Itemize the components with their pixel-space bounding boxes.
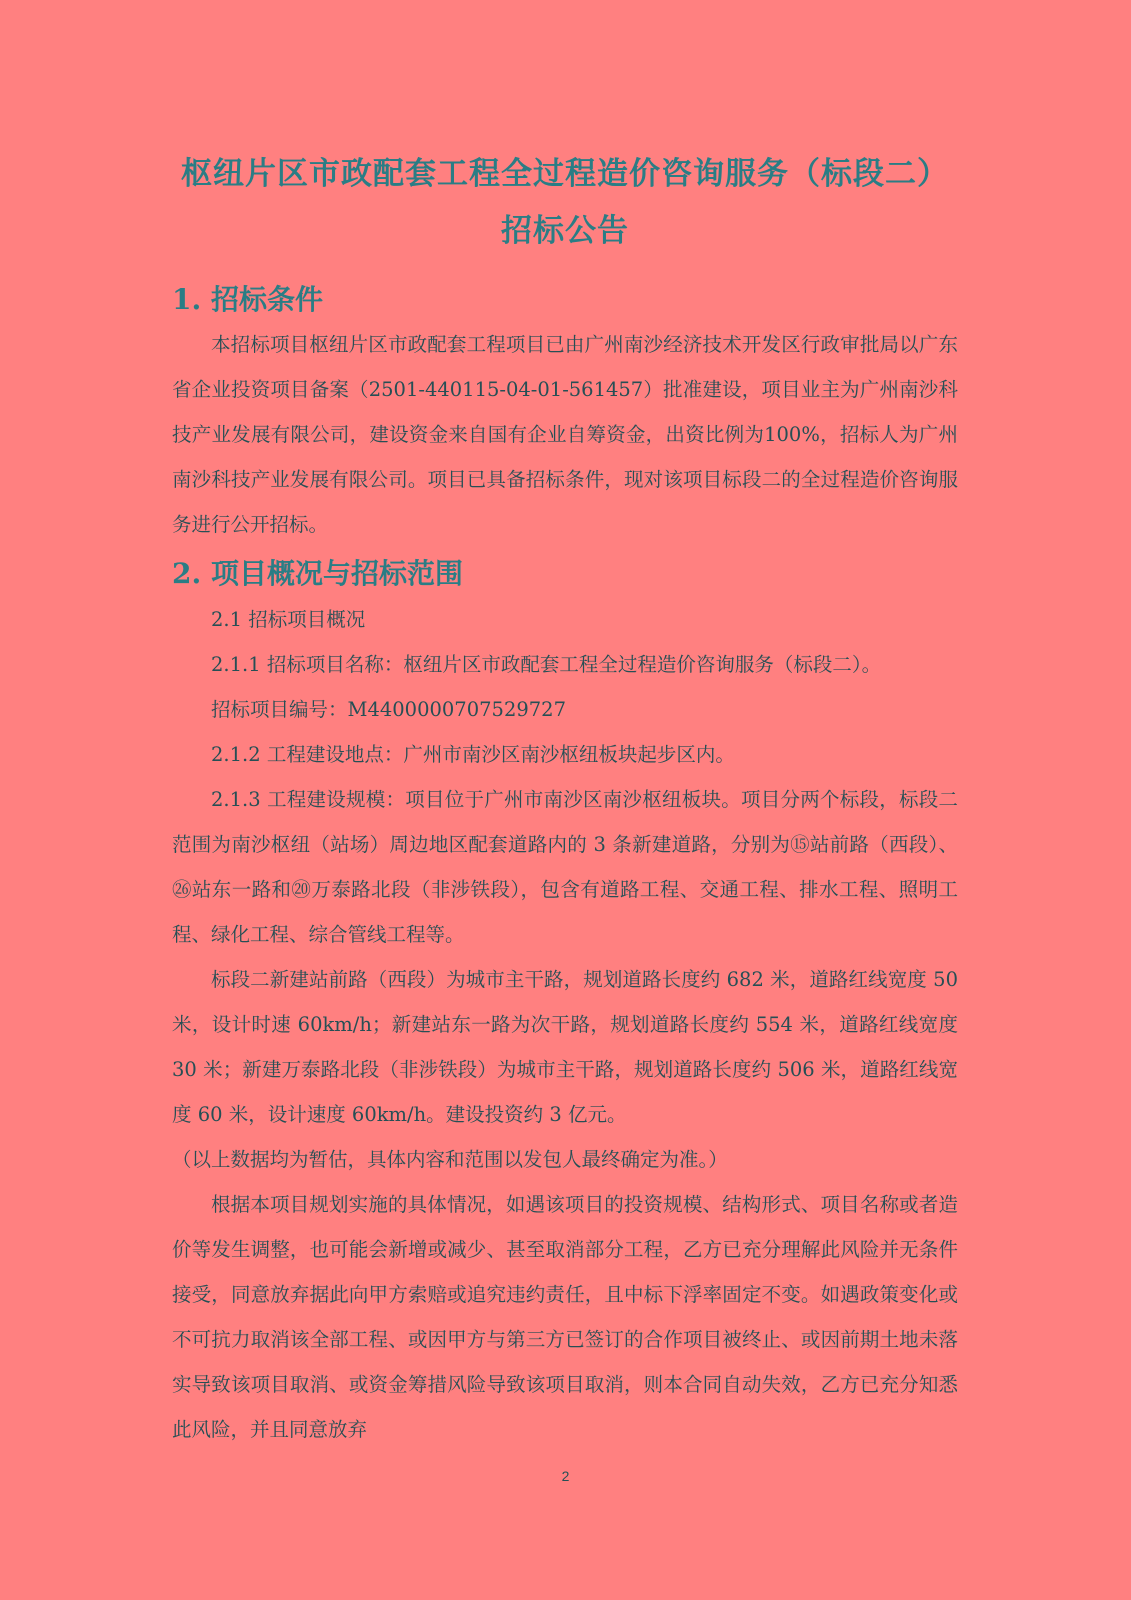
estimate-note: （以上数据均为暂估，具体内容和范围以发包人最终确定为准。） [172, 1148, 728, 1171]
document-title-line2: 招标公告 [501, 213, 629, 249]
section-heading-1: 1. 招标条件 [172, 283, 323, 316]
road-details-paragraph: 标段二新建站前路（西段）为城市主干路，规划道路长度约 682 米，道路红线宽度 50 米，设计时速 60km/h；新建站东一路为次干路，规划道路长度约 554 米，道路红线宽度 30 米；新建万泰路北段（非涉铁段）为城市主干路，规划道路长度约 506 米，道路红线宽度 60 米，设计速度 60km/h。建设投资约 3 亿元。 [172, 968, 958, 1126]
project-scale-paragraph: 2.1.3 工程建设规模：项目位于广州市南沙区南沙枢纽板块。项目分两个标段，标段二范围为南沙枢纽（站场）周边地区配套道路内的 3 条新建道路，分别为⑮站前路（西段）、㉖站东一路和⑳万泰路北段（非涉铁段），包含有道路工程、交通工程、排水工程、照明工程、绿化工程、综合管线工程等。 [172, 788, 958, 946]
subsection-2-1: 2.1 招标项目概况 [211, 608, 366, 631]
section-2-body [172, 597, 958, 1452]
project-name-line: 2.1.1 招标项目名称：枢纽片区市政配套工程全过程造价咨询服务（标段二）。 [211, 653, 882, 676]
project-number-line: 招标项目编号：M4400000707529727 [211, 698, 566, 721]
section-1-paragraph: 本招标项目枢纽片区市政配套工程项目已由广州南沙经济技术开发区行政审批局以广东省企业投资项目备案（2501-440115-04-01-561457）批准建设，项目业主为广州南沙科技产业发展有限公司，建设资金来自国有企业自筹资金，出资比例为100%，招标人为广州南沙科技产业发展有限公司。项目已具备招标条件，现对该项目标段二的全过程造价咨询服务进行公开招标。 [172, 333, 958, 536]
risk-paragraph: 根据本项目规划实施的具体情况，如遇该项目的投资规模、结构形式、项目名称或者造价等发生调整，也可能会新增或减少、甚至取消部分工程，乙方已充分理解此风险并无条件接受，同意放弃据此向甲方索赔或追究违约责任，且中标下浮率固定不变。如遇政策变化或不可抗力取消该全部工程、或因甲方与第三方已签订的合作项目被终止、或因前期土地未落实导致该项目取消、或资金筹措风险导致该项目取消，则本合同自动失效，乙方已充分知悉此风险，并且同意放弃 [172, 1193, 958, 1441]
section-heading-2: 2. 项目概况与招标范围 [172, 557, 463, 590]
document-title-line1: 枢纽片区市政配套工程全过程造价咨询服务（标段二） [181, 156, 949, 192]
page-number: 2 [561, 1468, 570, 1484]
project-location-line: 2.1.2 工程建设地点：广州市南沙区南沙枢纽板块起步区内。 [211, 743, 735, 766]
section-1-body [172, 322, 958, 547]
